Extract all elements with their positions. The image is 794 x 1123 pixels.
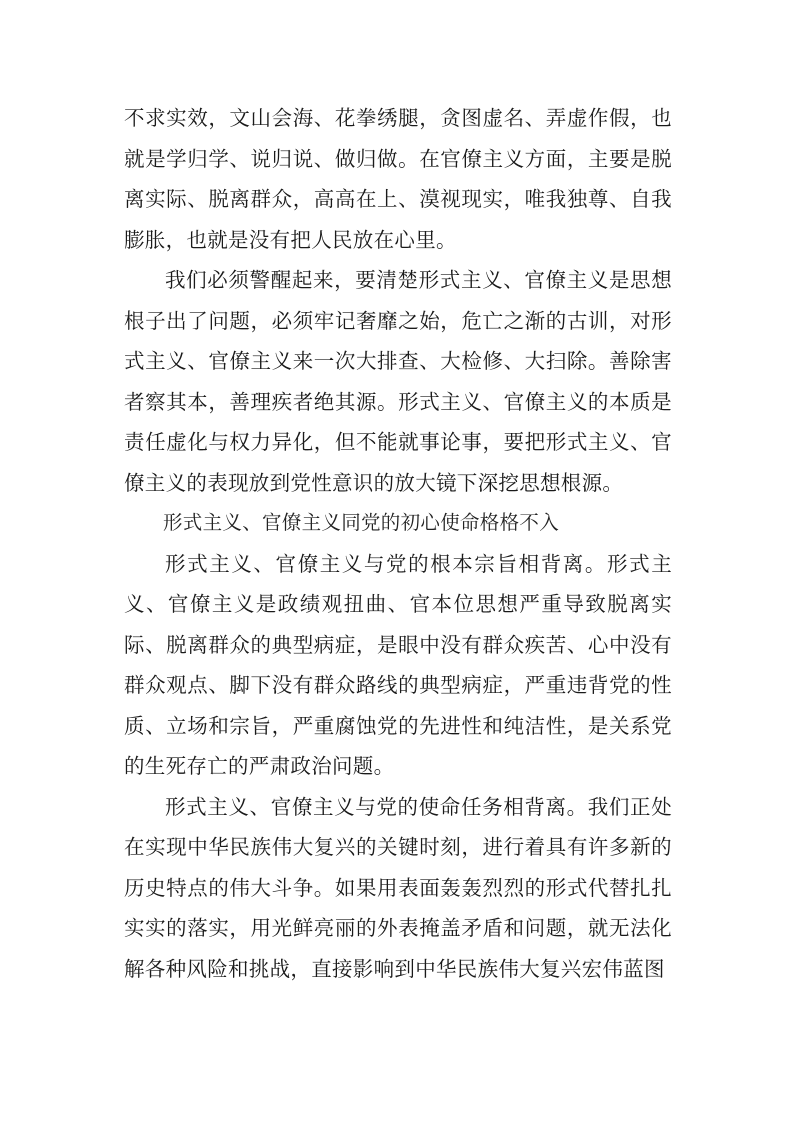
paragraph-4: 形式主义、官僚主义与党的使命任务相背离。我们正处在实现中华民族伟大复兴的关键时刻，进行着具有许多新的历史特点的伟大斗争。如果用表面轰轰烈烈的形式代替扎扎实实的落实，用光鲜亮丽的外表掩盖矛盾和问题，就无法化解各种风险和挑战，直接影响到中华民族伟大复兴宏伟蓝图	[124, 794, 672, 981]
section-heading: 形式主义、官僚主义同党的初心使命格格不入	[163, 511, 560, 534]
document-body	[124, 98, 672, 989]
paragraph-3: 形式主义、官僚主义与党的根本宗旨相背离。形式主义、官僚主义是政绩观扭曲、官本位思想严重导致脱离实际、脱离群众的典型病症，是眼中没有群众疾苦、心中没有群众观点、脚下没有群众路线的典型病症，严重违背党的性质、立场和宗旨，严重腐蚀党的先进性和纯洁性，是关系党的生死存亡的严肃政治问题。	[124, 551, 672, 778]
paragraph-2: 我们必须警醒起来，要清楚形式主义、官僚主义是思想根子出了问题，必须牢记奢靡之始，危亡之渐的古训，对形式主义、官僚主义来一次大排查、大检修、大扫除。善除害者察其本，善理疾者绝其源。形式主义、官僚主义的本质是责任虚化与权力异化，但不能就事论事，要把形式主义、官僚主义的表现放到党性意识的放大镜下深挖思想根源。	[124, 268, 672, 495]
paragraph-1: 不求实效，文山会海、花拳绣腿，贪图虚名、弄虚作假，也就是学归学、说归说、做归做。在官僚主义方面，主要是脱离实际、脱离群众，高高在上、漠视现实，唯我独尊、自我膨胀，也就是没有把人民放在心里。	[124, 106, 672, 252]
